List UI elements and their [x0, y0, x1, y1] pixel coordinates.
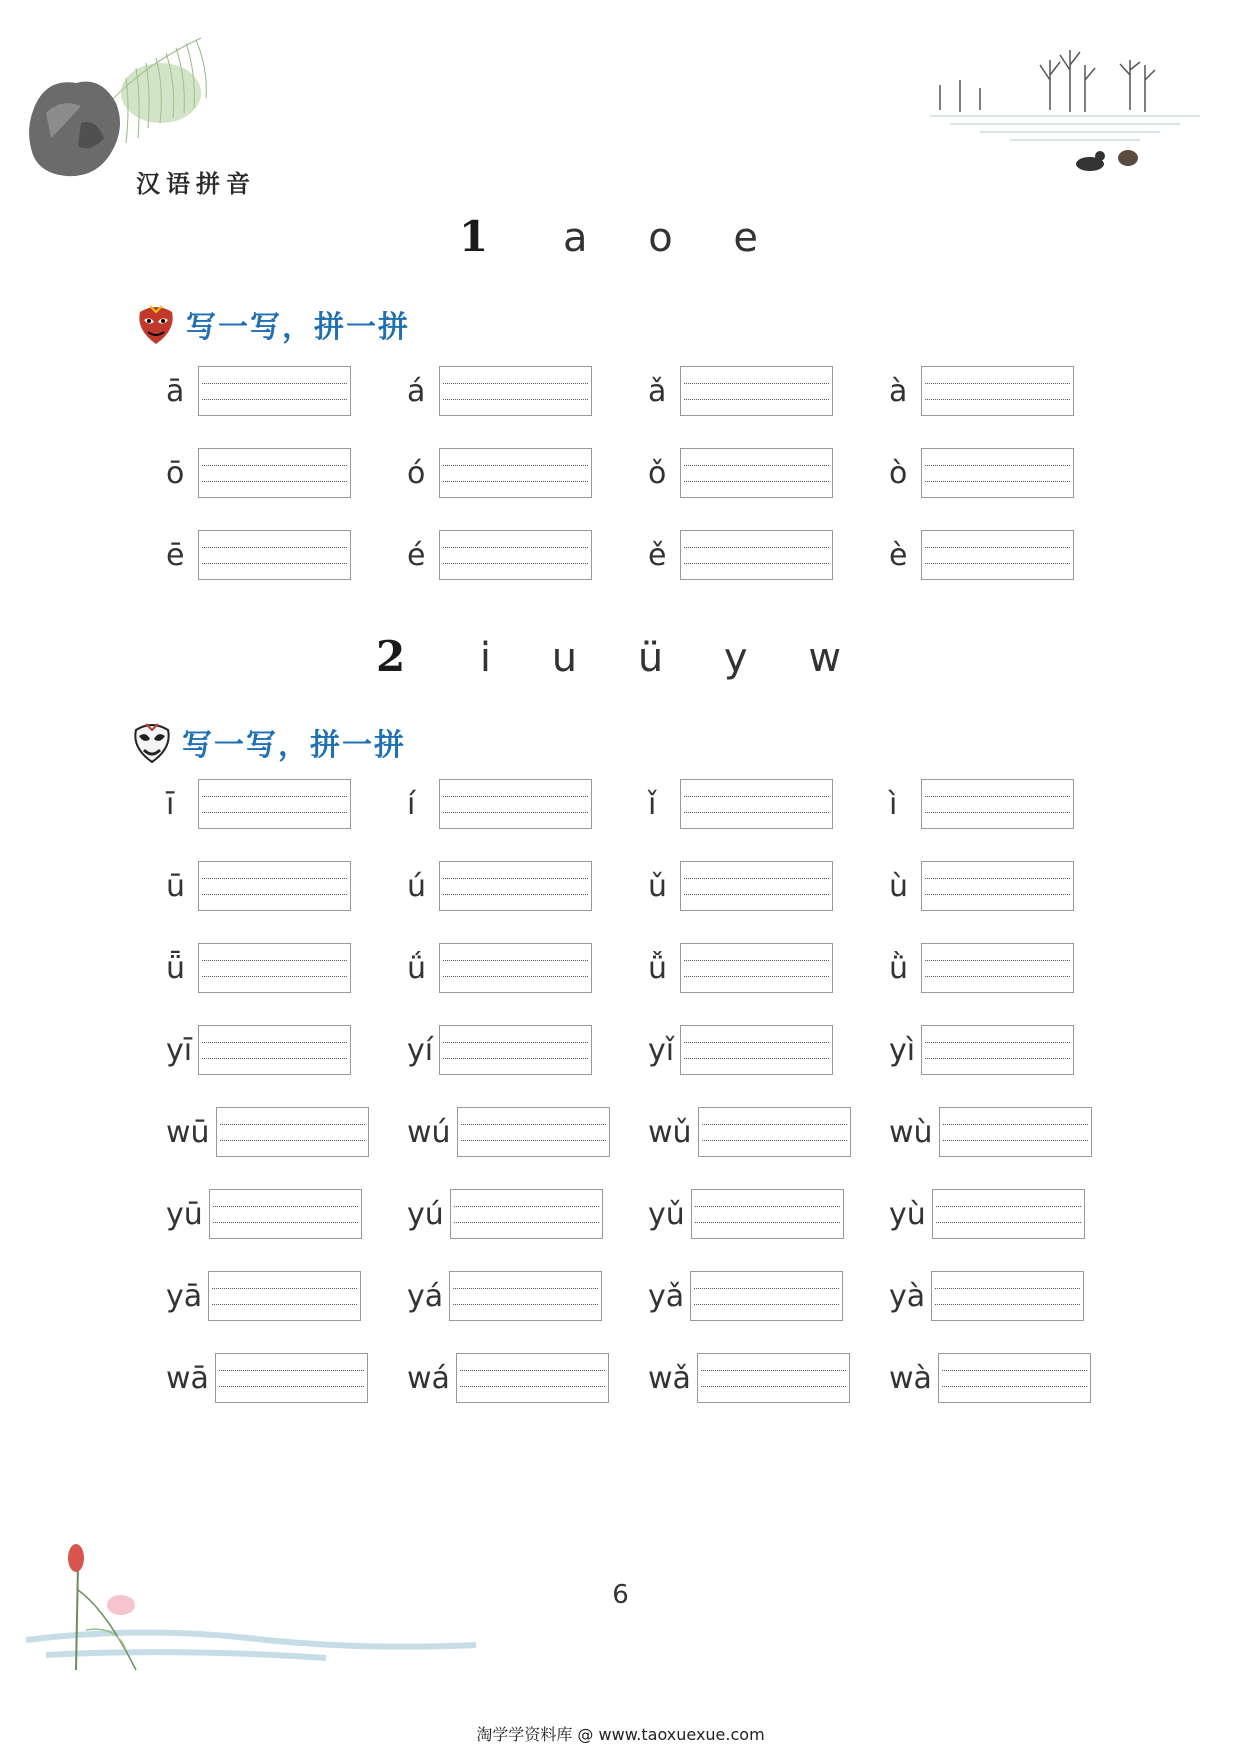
practice-cell — [889, 845, 1130, 927]
writing-box[interactable] — [198, 366, 351, 416]
page-number: 6 — [612, 1580, 629, 1610]
writing-box[interactable] — [921, 779, 1074, 829]
writing-box[interactable] — [439, 861, 592, 911]
practice-cell — [648, 1009, 889, 1091]
writing-box[interactable] — [198, 1025, 351, 1075]
writing-box[interactable] — [450, 1189, 603, 1239]
writing-box[interactable] — [938, 1353, 1091, 1403]
writing-box[interactable] — [216, 1107, 369, 1157]
pinyin-syllable: á — [407, 373, 426, 409]
practice-cell — [889, 514, 1130, 596]
opera-mask-icon — [130, 720, 174, 764]
footer-watermark: 淘学学资料库 @ www.taoxuexue.com — [476, 1725, 765, 1744]
practice-cell — [407, 927, 648, 1009]
pinyin-syllable: ī — [166, 786, 175, 822]
lake-trees-illustration — [920, 40, 1220, 200]
writing-box[interactable] — [921, 943, 1074, 993]
practice-cell — [648, 845, 889, 927]
lesson2-letter: w — [808, 635, 842, 681]
practice-cell — [407, 1091, 648, 1173]
pinyin-syllable: wā — [166, 1360, 209, 1396]
lesson2-letter: u — [551, 635, 578, 681]
writing-box[interactable] — [921, 366, 1074, 416]
pinyin-syllable: ǘ — [407, 950, 427, 986]
writing-box[interactable] — [439, 530, 592, 580]
practice-cell — [889, 432, 1130, 514]
practice-cell — [889, 1009, 1130, 1091]
writing-box[interactable] — [921, 861, 1074, 911]
writing-box[interactable] — [457, 1107, 610, 1157]
writing-box[interactable] — [680, 448, 833, 498]
lesson1-letters — [539, 215, 782, 261]
writing-box[interactable] — [939, 1107, 1092, 1157]
writing-box[interactable] — [931, 1271, 1084, 1321]
lesson1-section-header — [134, 302, 410, 346]
practice-cell — [407, 350, 648, 432]
writing-box[interactable] — [932, 1189, 1085, 1239]
pinyin-syllable: ǜ — [889, 950, 909, 986]
practice-cell — [166, 350, 407, 432]
writing-box[interactable] — [198, 861, 351, 911]
practice-cell — [648, 514, 889, 596]
writing-box[interactable] — [680, 779, 833, 829]
pinyin-syllable: é — [407, 537, 426, 573]
practice-cell — [889, 927, 1130, 1009]
pinyin-syllable: ǚ — [648, 950, 668, 986]
practice-cell — [889, 1255, 1130, 1337]
practice-cell — [166, 1091, 407, 1173]
corner-title: 汉语拼音 — [136, 169, 256, 198]
practice-cell — [648, 1091, 889, 1173]
pinyin-syllable: yǐ — [648, 1032, 675, 1068]
writing-box[interactable] — [921, 448, 1074, 498]
pinyin-syllable: ē — [166, 537, 185, 573]
lesson1-heading — [0, 212, 1241, 261]
pinyin-syllable: wú — [407, 1114, 451, 1150]
writing-box[interactable] — [215, 1353, 368, 1403]
practice-cell — [166, 432, 407, 514]
writing-box[interactable] — [680, 1025, 833, 1075]
lesson1-practice-grid — [166, 350, 1130, 596]
pinyin-syllable: ǒ — [648, 455, 667, 491]
pinyin-syllable: wǎ — [648, 1360, 691, 1396]
pinyin-syllable: yī — [166, 1032, 193, 1068]
writing-box[interactable] — [680, 366, 833, 416]
practice-cell — [407, 1337, 648, 1419]
writing-box[interactable] — [439, 1025, 592, 1075]
pinyin-syllable: à — [889, 373, 908, 409]
pinyin-syllable: ǖ — [166, 950, 186, 986]
lesson1-number: 1 — [459, 212, 489, 261]
pinyin-syllable: yú — [407, 1196, 444, 1232]
pinyin-syllable: wǔ — [648, 1114, 692, 1150]
practice-cell — [889, 1173, 1130, 1255]
practice-cell — [889, 1091, 1130, 1173]
pinyin-syllable: ū — [166, 868, 186, 904]
writing-box[interactable] — [198, 530, 351, 580]
lesson1-letter: o — [648, 215, 673, 261]
practice-cell — [166, 1173, 407, 1255]
pinyin-syllable: ǐ — [648, 786, 657, 822]
practice-cell — [648, 763, 889, 845]
writing-box[interactable] — [680, 943, 833, 993]
writing-box[interactable] — [680, 530, 833, 580]
pinyin-syllable: yà — [889, 1278, 926, 1314]
practice-cell — [407, 1255, 648, 1337]
writing-box[interactable] — [198, 448, 351, 498]
writing-box[interactable] — [921, 1025, 1074, 1075]
practice-cell — [166, 1009, 407, 1091]
pinyin-syllable: ò — [889, 455, 908, 491]
pinyin-syllable: wà — [889, 1360, 932, 1396]
practice-cell — [166, 927, 407, 1009]
practice-cell — [648, 350, 889, 432]
section-label: 写一写，拼一拼 — [186, 310, 410, 345]
writing-box[interactable] — [697, 1353, 850, 1403]
practice-cell — [889, 763, 1130, 845]
practice-cell — [648, 927, 889, 1009]
lesson2-letters — [456, 635, 865, 681]
pinyin-syllable: yá — [407, 1278, 444, 1314]
pinyin-syllable: wá — [407, 1360, 450, 1396]
practice-cell — [407, 845, 648, 927]
writing-box[interactable] — [449, 1271, 602, 1321]
lesson2-section-header — [130, 720, 406, 764]
practice-cell — [648, 1337, 889, 1419]
practice-cell — [889, 1337, 1130, 1419]
pinyin-syllable: yā — [166, 1278, 203, 1314]
lesson1-letter: a — [562, 215, 588, 261]
pinyin-syllable: wū — [166, 1114, 210, 1150]
writing-box[interactable] — [439, 779, 592, 829]
practice-cell — [648, 432, 889, 514]
lesson2-heading — [0, 632, 1241, 681]
practice-cell — [166, 1255, 407, 1337]
practice-cell — [407, 763, 648, 845]
practice-cell — [166, 845, 407, 927]
practice-cell — [648, 1173, 889, 1255]
pinyin-syllable: ú — [407, 868, 427, 904]
pinyin-syllable: yǎ — [648, 1278, 685, 1314]
lesson2-number: 2 — [375, 632, 406, 681]
writing-box[interactable] — [439, 366, 592, 416]
section-label: 写一写，拼一拼 — [182, 728, 406, 763]
pinyin-syllable: í — [407, 786, 416, 822]
writing-box[interactable] — [439, 448, 592, 498]
pinyin-syllable: ì — [889, 786, 898, 822]
writing-box[interactable] — [691, 1189, 844, 1239]
practice-cell — [648, 1255, 889, 1337]
practice-cell — [889, 350, 1130, 432]
pinyin-syllable: ǎ — [648, 373, 667, 409]
pinyin-syllable: ù — [889, 868, 909, 904]
opera-mask-icon — [134, 302, 178, 346]
writing-box[interactable] — [209, 1189, 362, 1239]
practice-cell — [407, 1009, 648, 1091]
pinyin-syllable: ǔ — [648, 868, 668, 904]
pinyin-syllable: yì — [889, 1032, 916, 1068]
writing-box[interactable] — [921, 530, 1074, 580]
pinyin-syllable: yí — [407, 1032, 434, 1068]
writing-box[interactable] — [208, 1271, 361, 1321]
writing-box[interactable] — [198, 943, 351, 993]
pinyin-syllable: yǔ — [648, 1196, 685, 1232]
lesson2-letter: y — [723, 635, 748, 681]
pinyin-syllable: ó — [407, 455, 426, 491]
pinyin-syllable: ě — [648, 537, 667, 573]
lesson1-letter: e — [733, 215, 758, 261]
writing-box[interactable] — [690, 1271, 843, 1321]
writing-box[interactable] — [198, 779, 351, 829]
writing-box[interactable] — [439, 943, 592, 993]
practice-cell — [166, 514, 407, 596]
practice-cell — [407, 514, 648, 596]
pinyin-syllable: ō — [166, 455, 185, 491]
pinyin-syllable: è — [889, 537, 908, 573]
practice-cell — [407, 1173, 648, 1255]
practice-cell — [166, 763, 407, 845]
pinyin-syllable: ā — [166, 373, 185, 409]
lesson2-letter: i — [479, 635, 492, 681]
writing-box[interactable] — [698, 1107, 851, 1157]
lesson2-letter: ü — [637, 635, 664, 681]
writing-box[interactable] — [456, 1353, 609, 1403]
writing-box[interactable] — [680, 861, 833, 911]
pinyin-syllable: yū — [166, 1196, 203, 1232]
pinyin-syllable: wù — [889, 1114, 933, 1150]
pinyin-syllable: yù — [889, 1196, 926, 1232]
practice-cell — [407, 432, 648, 514]
lesson2-practice-grid — [166, 763, 1130, 1419]
practice-cell — [166, 1337, 407, 1419]
